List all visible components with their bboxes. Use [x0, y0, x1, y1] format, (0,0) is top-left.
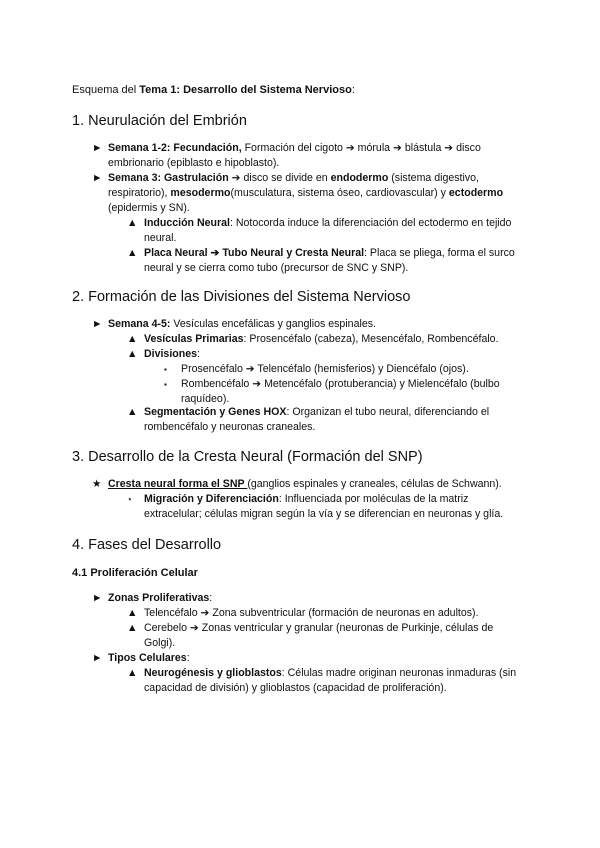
- small-star-bullet-icon: ⋆: [127, 494, 133, 504]
- list-item: Divisiones:: [144, 348, 200, 360]
- triangle-bullet-icon: ▲: [127, 406, 138, 418]
- list-item: Segmentación y Genes HOX: Organizan el tubo neural, diferenciando el rombencéfalo y neuronas craneales.: [144, 406, 490, 434]
- arrow-bullet-icon: ►: [92, 318, 103, 330]
- star-bullet-icon: ★: [92, 478, 102, 490]
- list-item: Telencéfalo ➔ Zona subventricular (formación de neuronas en adultos).: [144, 607, 479, 619]
- list-item: Zonas Proliferativas:: [108, 592, 213, 604]
- intro-line: Esquema del Tema 1: Desarrollo del Sistema Nervioso:: [72, 84, 355, 96]
- list-item: Migración y Diferenciación: Influenciada por moléculas de la matriz extracelular; células migran según la vía y se diferencian en neuronas y glía.: [144, 493, 504, 521]
- triangle-bullet-icon: ▲: [127, 348, 138, 360]
- triangle-bullet-icon: ▲: [127, 247, 138, 259]
- list-item: Semana 1-2: Fecundación, Formación del cigoto ➔ mórula ➔ blástula ➔ disco embrionario (epiblasto e hipoblasto).: [108, 142, 481, 170]
- triangle-bullet-icon: ▲: [127, 333, 138, 345]
- list-item: Placa Neural ➔ Tubo Neural y Cresta Neural: Placa se pliega, forma el surco neural y se cierra como tubo (precursor de SNC y SNP).: [144, 247, 515, 275]
- list-item: Rombencéfalo ➔ Metencéfalo (protuberancia) y Mielencéfalo (bulbo raquídeo).: [181, 378, 500, 406]
- list-item: Semana 3: Gastrulación ➔ disco se divide en endodermo (sistema digestivo, respiratorio), mesodermo(musculatura, sistema óseo, cardiovascular) y ectodermo (epidermis y SN).: [108, 172, 504, 215]
- section-heading-2: 2. Formación de las Divisiones del Sistema Nervioso: [72, 289, 411, 305]
- square-bullet-icon: ▪: [164, 365, 167, 374]
- arrow-bullet-icon: ►: [92, 172, 103, 184]
- list-item: Tipos Celulares:: [108, 652, 190, 664]
- triangle-bullet-icon: ▲: [127, 622, 138, 634]
- list-item: Semana 4-5: Vesículas encefálicas y ganglios espinales.: [108, 318, 376, 330]
- square-bullet-icon: ▪: [164, 380, 167, 389]
- list-item: Cerebelo ➔ Zonas ventricular y granular (neuronas de Purkinje, células de Golgi).: [144, 622, 494, 650]
- section-heading-4: 4. Fases del Desarrollo: [72, 537, 222, 553]
- list-item: Vesículas Primarias: Prosencéfalo (cabeza), Mesencéfalo, Rombencéfalo.: [144, 333, 499, 345]
- arrow-bullet-icon: ►: [92, 592, 103, 604]
- arrow-bullet-icon: ►: [92, 652, 103, 664]
- section-heading-1: 1. Neurulación del Embrión: [72, 113, 247, 129]
- triangle-bullet-icon: ▲: [127, 667, 138, 679]
- triangle-bullet-icon: ▲: [127, 217, 138, 229]
- section-heading-3: 3. Desarrollo de la Cresta Neural (Formación del SNP): [72, 449, 423, 465]
- list-item: Prosencéfalo ➔ Telencéfalo (hemisferios) y Diencéfalo (ojos).: [181, 363, 469, 375]
- arrow-bullet-icon: ►: [92, 142, 103, 154]
- triangle-bullet-icon: ▲: [127, 607, 138, 619]
- list-item: Neurogénesis y glioblastos: Células madre originan neuronas inmaduras (sin capacidad de división) y glioblastos (capacidad de proliferación).: [144, 667, 517, 695]
- subsection-heading: 4.1 Proliferación Celular: [72, 567, 198, 579]
- list-item: Cresta neural forma el SNP (ganglios espinales y craneales, células de Schwann).: [108, 478, 502, 490]
- list-item: Inducción Neural: Notocorda induce la diferenciación del ectodermo en tejido neural.: [144, 217, 512, 245]
